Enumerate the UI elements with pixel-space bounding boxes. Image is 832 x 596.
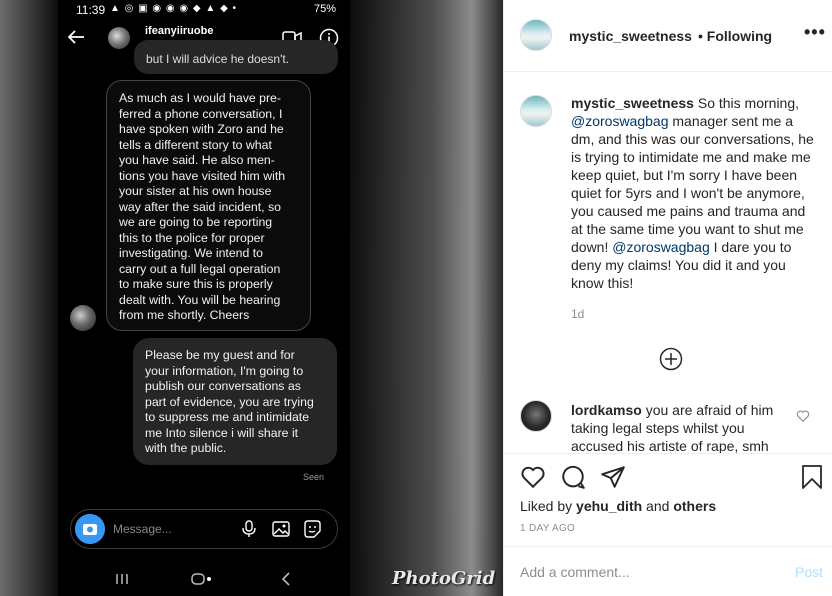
caption-part: I dare you to deny my claims! You did it and you know this! <box>571 239 792 291</box>
following-label[interactable]: • Following <box>698 28 773 44</box>
save-icon[interactable] <box>801 464 823 490</box>
mic-icon <box>239 519 259 539</box>
liked-by <box>520 498 716 514</box>
share-icon[interactable] <box>600 464 626 490</box>
status-time: 11:39 <box>76 3 106 17</box>
sender-avatar <box>70 305 96 331</box>
caption-part: manager sent me a dm, and this was our conversations, he is trying to intimidate me and make me keep quiet, but I'm sorry I have been quiet for 5yrs and I won't be anymore, you caused me pains and trauma and at the same time you want to shut me down! <box>571 113 814 255</box>
liked-by-prefix: Liked by <box>520 498 577 514</box>
post-header <box>504 0 832 72</box>
contact-name: ifeanyiiruobe <box>145 25 214 37</box>
contact-avatar <box>108 27 130 49</box>
partial-message-bubble <box>134 40 338 74</box>
outgoing-message-bubble: Please be my guest and for your information, I'm going to publish our conversations as part of evidence, you are trying to suppress me and intimidate me Into silence i will share it with the public. <box>133 338 337 465</box>
message-composer <box>70 509 338 549</box>
liked-by-others[interactable]: others <box>673 498 717 514</box>
plus-circle-icon[interactable] <box>659 347 683 371</box>
caption-username[interactable]: mystic_sweetness <box>571 95 694 111</box>
image-vignette-left <box>0 0 58 596</box>
post-comment-button[interactable]: Post <box>795 564 824 580</box>
incoming-message-bubble: As much as I would have pre- ferred a phone conversation, I have spoken with Zoro and he tells a different story to what you have said. He also men- tions you have visited him with your sister at his own house way after the said incident, so we are going to be reporting this to the police for proper investigating. We intend to carry out a full legal operation to make sure this is properly dealt with. You will be hearing from me shortly. Cheers <box>106 80 311 331</box>
image-vignette-right <box>348 0 503 596</box>
seen-label: Seen <box>303 472 325 482</box>
caption-mention[interactable]: @zoroswagbag <box>612 239 710 255</box>
caption-mention[interactable]: @zoroswagbag <box>571 113 669 129</box>
instagram-post-panel <box>503 0 832 596</box>
author-avatar[interactable] <box>520 19 552 51</box>
nav-back-icon <box>278 571 294 587</box>
more-options-icon[interactable]: ••• <box>804 22 826 42</box>
gallery-icon <box>271 519 291 539</box>
camera-icon <box>75 514 105 544</box>
comments-section <box>504 73 832 453</box>
liked-by-and: and <box>642 498 674 514</box>
comment-input[interactable]: Add a comment... <box>520 564 630 580</box>
recents-icon <box>114 572 130 586</box>
add-comment-bar <box>504 546 832 596</box>
home-icon <box>190 573 214 585</box>
comment-username[interactable]: lordkamso <box>571 402 642 418</box>
message-placeholder: Message... <box>113 522 172 536</box>
comment-heart-icon[interactable] <box>796 409 810 423</box>
comment-icon[interactable] <box>560 464 586 490</box>
photogrid-watermark: PhotoGrid <box>392 568 496 589</box>
caption-part: So this morning, <box>693 95 800 111</box>
caption-avatar[interactable] <box>520 95 552 127</box>
heart-icon[interactable] <box>520 464 546 490</box>
android-nav-bar <box>58 566 350 596</box>
author-username[interactable]: mystic_sweetness <box>569 28 692 44</box>
caption-age: 1d <box>571 307 585 321</box>
phone-screenshot <box>58 0 350 596</box>
sticker-icon <box>302 519 322 539</box>
status-bar <box>58 0 350 20</box>
caption-text <box>571 94 817 292</box>
back-arrow-icon <box>66 27 86 47</box>
status-battery: 75% <box>313 3 336 15</box>
partial-message-text: but I will advice he doesn't. <box>146 52 290 66</box>
post-date[interactable]: 1 DAY AGO <box>520 523 576 534</box>
commenter-avatar[interactable] <box>520 400 552 432</box>
comment-text <box>571 401 791 453</box>
liked-by-user[interactable]: yehu_dith <box>576 498 643 514</box>
comment-body: you are afraid of him taking legal steps whilst you accused his artiste of rape, smh <box>571 402 774 453</box>
status-notification-icons: ▲ ◎ ▣ ◉ ◉ ◉ ◆ ▲ ◆ • <box>110 3 238 14</box>
post-actions <box>504 453 832 596</box>
